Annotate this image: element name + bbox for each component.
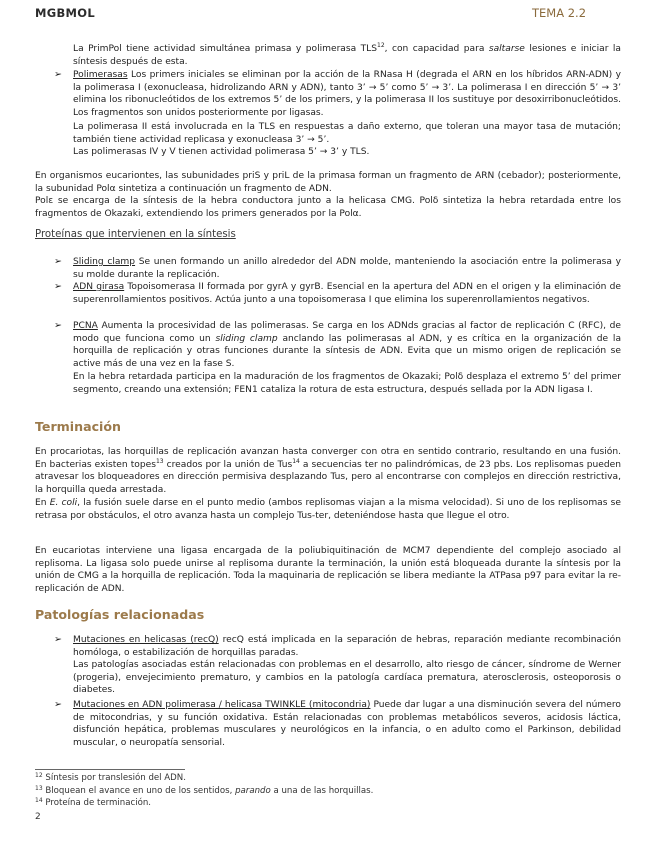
eucariontes-paragraph: En organismos eucariontes, las subunidades priS y priL de la primasa forman un fragmento de ARN (cebador); posteriormente, la subunidad Polα sintetiza a continuación un fragmento de ADN.	[35, 171, 621, 194]
footnote-12	[35, 773, 186, 784]
pcna-item	[73, 320, 621, 370]
terminacion-paragraph-2	[35, 497, 621, 522]
page-number: 2	[35, 812, 41, 822]
pcna-emphasis: sliding clamp	[215, 333, 278, 344]
footnote-number-13: 13	[35, 785, 43, 792]
footnote-ref-12: 12	[377, 42, 385, 49]
course-code: MGBMOL	[35, 6, 95, 20]
polimerasas-term: Polimerasas	[73, 70, 128, 80]
footnote-text-14: Proteína de terminación.	[42, 798, 152, 808]
topic-label: TEMA 2.2	[532, 6, 587, 20]
section-heading-patologias: Patologías relacionadas	[35, 607, 205, 622]
twinkle-text: Puede dar lugar a una disminución severa del número de mitocondrias, y su función oxidativa. Están relacionadas con problemas metabólicos severos, acidosis láctica, disfunción hepática, problemas musculares y neurológicos en la infancia, o en adulto como el Parkinson, debilidad muscular, o neuropatía sensorial.	[73, 700, 621, 748]
footnote-text-12: Síntesis por translesión del ADN.	[42, 773, 186, 783]
footnote-text-13: Bloquean el avance en uno de los sentidos,	[42, 786, 236, 796]
footnote-number-14: 14	[35, 797, 43, 804]
recq-patologias-paragraph: Las patologías asociadas están relacionadas con problemas en el desarrollo, alto riesgo de cáncer, síndrome de Werner (progeria), envejecimiento prematuro, y cambios en la patología cardíaca prematura, aterosclerosis, osteoporosis o diabetes.	[73, 660, 621, 696]
polimerasa-ii-paragraph: La polimerasa II está involucrada en la TLS en respuestas a daño externo, que toleran una mayor tasa de mutación; también tiene actividad replicasa y exonucleasa 3’ → 5’.	[73, 122, 621, 145]
footnote-separator	[35, 769, 185, 770]
terminacion-paragraph-1	[35, 446, 621, 496]
recq-text: recQ está implicada en la separación de hebras, reparación mediante recombinación homóloga, o estabilización de horquillas paradas.	[73, 635, 621, 658]
primpol-paragraph	[73, 43, 621, 68]
terminacion-paragraph-3: En eucariotas interviene una ligasa encargada de la poliubiquitinación de MCM7 dependiente del complejo asociado al replisoma. La ligasa solo puede unirse al replisoma durante la terminación, la unión está bloqueada durante la síntesis por la unión de CMG a la horquilla de replicación. Toda la maquinaria de replicación se libera mediante la ATPasa p97 para evitar la re-replicación de ADN.	[35, 546, 621, 594]
sliding-clamp-text: Se unen formando un anillo alrededor del ADN molde, manteniendo la asociación entre la polimerasa y su molde durante la replicación.	[73, 257, 621, 280]
term-p1b: creados por la unión de Tus	[163, 459, 293, 470]
adn-girasa-text: Topoisomerasa II formada por gyrA y gyrB. Esencial en la apertura del ADN en el origen y la eliminación de superenrollamientos positivos. Actúa junto a una topoisomerasa I que elimina los superenrollamientos negativos.	[73, 282, 622, 305]
footnote-14	[35, 798, 151, 809]
primpol-mid: , con capacidad para	[384, 44, 489, 54]
adn-girasa-item	[73, 281, 621, 306]
adn-girasa-term: ADN girasa	[73, 282, 125, 292]
ecoli-emphasis: E. coli	[49, 498, 78, 508]
recq-item	[73, 634, 621, 659]
polimerasas-iv-v-paragraph: Las polimerasas IV y V tienen actividad polimerasa 5’ → 3’ y TLS.	[73, 147, 370, 157]
polepsilon-paragraph: Polε se encarga de la síntesis de la hebra conductora junto a la helicasa CMG. Polδ sintetiza la hebra retardada entre los fragmentos de Okazaki, extendiendo los primers generados por la Polα.	[35, 196, 621, 219]
footnote-text-13b: a una de las horquillas.	[270, 786, 374, 796]
term-p1a: En procariotas, las horquillas de replicación avanzan hasta converger con otra en sentido contrario, resultando en una fusión. En bacterias existen topes	[35, 447, 621, 470]
primpol-text: La PrimPol tiene actividad simultánea primasa y polimerasa TLS	[73, 44, 378, 54]
primpol-emphasis: saltarse	[488, 44, 525, 54]
bullet-arrow: ➢	[54, 699, 62, 710]
bullet-arrow: ➢	[54, 634, 62, 645]
primpol-end: lesiones e iniciar la síntesis después de esta.	[73, 44, 622, 67]
twinkle-item	[73, 699, 621, 749]
footnote-ref-14: 14	[292, 457, 300, 465]
bullet-arrow: ➢	[54, 320, 62, 331]
bullet-arrow: ➢	[54, 281, 62, 292]
term-p2b: , la fusión suele darse en el punto medio (ambos replisomas viajan a la misma velocidad). Si uno de los replisomas se retrasa por obstáculos, el otro avanza hasta un complejo Tus-ter, deteniéndose hasta que llegue el otro.	[35, 498, 622, 521]
proteinas-subheading: Proteínas que intervienen en la síntesis	[35, 229, 236, 240]
term-p2a: En	[35, 498, 50, 508]
pcna-okazaki-paragraph: En la hebra retardada participa en la maduración de los fragmentos de Okazaki; Polδ desplaza el extremo 5’ del primer segmento, creando una extensión; FEN1 cataliza la rotura de esta estructura, después sellada por la ADN ligasa I.	[73, 372, 621, 395]
sliding-clamp-item	[73, 256, 621, 281]
recq-term: Mutaciones en helicasas (recQ)	[73, 635, 219, 645]
section-heading-terminacion: Terminación	[35, 419, 121, 434]
footnote-13	[35, 786, 373, 797]
footnote-emphasis-13: parando	[235, 786, 271, 796]
bullet-arrow: ➢	[54, 256, 62, 267]
twinkle-term: Mutaciones en ADN polimerasa / helicasa TWINKLE (mitocondria)	[73, 700, 371, 710]
pcna-text: Aumenta la procesividad de las polimerasas. Se carga en los ADNds gracias al factor de replicación C (RFC), de modo que funciona como un	[73, 321, 621, 344]
polimerasas-item	[73, 69, 621, 119]
bullet-arrow: ➢	[54, 69, 62, 80]
polimerasas-text: Los primers iniciales se eliminan por la acción de la RNasa H (degrada el ARN en los híbridos ARN-ADN) y la polimerasa I (exonucleasa, hidrolizando ARN y ADN), tanto 3’ → 5’ como 5’ → 3’. La polimerasa I en dirección 5’ → 3’ elimina los ribonucleótidos de los extremos 5’ de los primers, y la polimerasa II los sustituye por desoxirribonucleótidos. Los fragmentos son unidos posteriormente por ligasas.	[73, 70, 621, 118]
term-p1c: a secuencias ter no palindrómicas, de 23 pbs. Los replisomas pueden atravesar los bloqueadores en dirección permisiva desplazando Tus, pero al encontrarse con complejos en dirección restrictiva, la horquilla queda arrestada.	[35, 459, 621, 495]
footnote-number-12: 12	[35, 772, 43, 779]
pcna-text-cont: anclando las polimerasas al ADN, y es crítica en la organización de la horquilla de replicación y otras funciones durante la síntesis de ADN. Evita que un mismo origen de replicación se active más de una vez en la fase S.	[73, 333, 622, 369]
pcna-term: PCNA	[73, 321, 98, 331]
footnote-ref-13: 13	[155, 457, 164, 465]
sliding-clamp-term: Sliding clamp	[73, 257, 136, 267]
